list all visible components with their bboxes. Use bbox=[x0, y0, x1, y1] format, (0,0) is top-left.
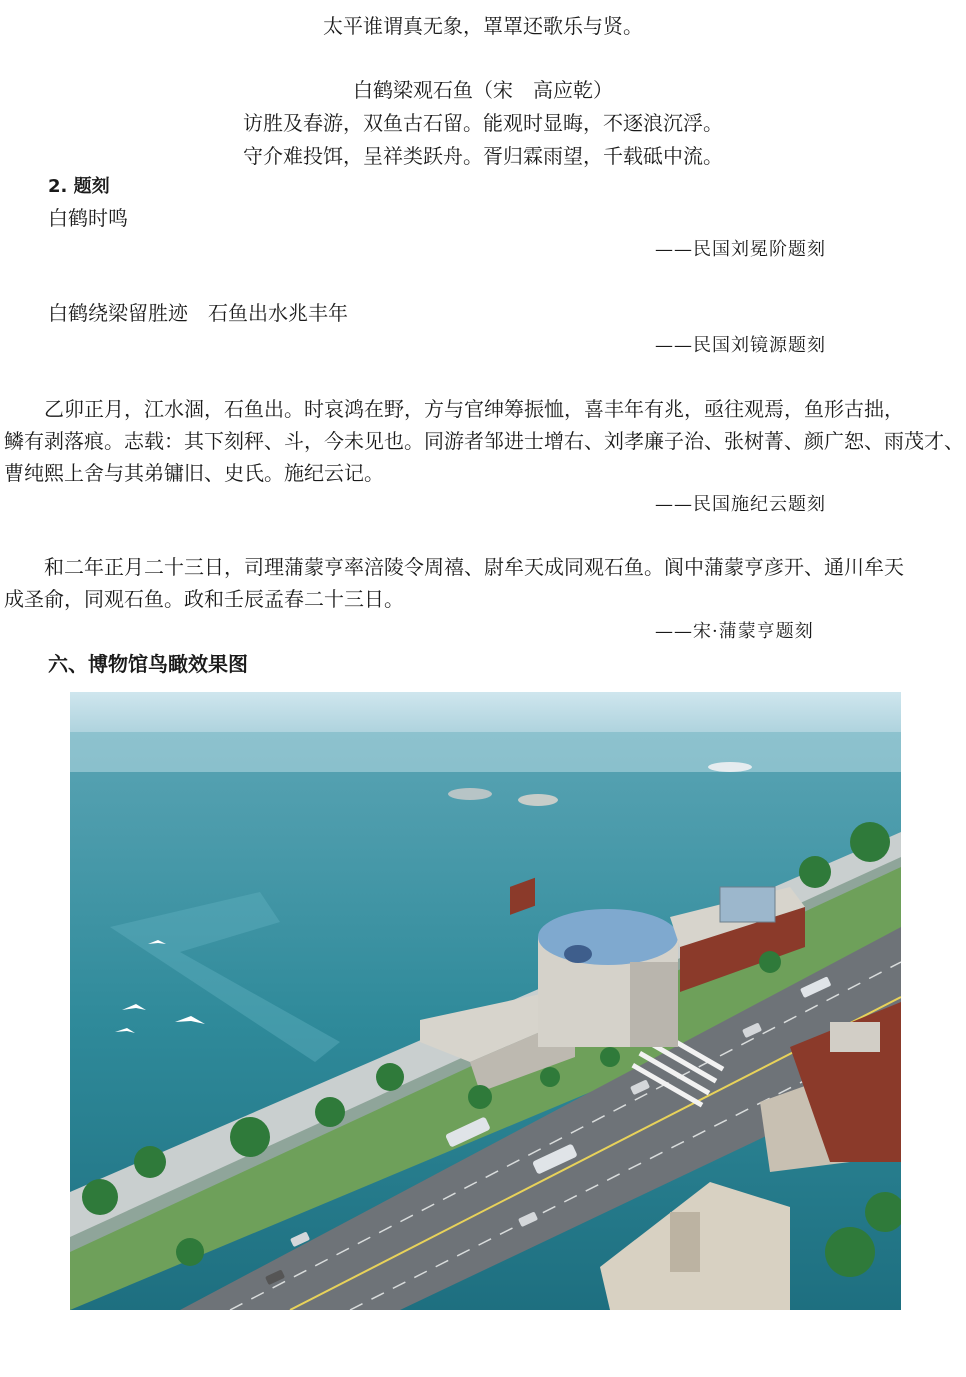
poem-line-2: 守介难投饵，呈祥类跃舟。胥归霖雨望，千载砥中流。 bbox=[243, 144, 723, 168]
inscription-3-line-3: 曹纯熙上舍与其弟镛旧、史氏。施纪云记。 bbox=[4, 461, 384, 485]
inscription-3-line-2: 鳞有剥落痕。志载：其下刻秤、斗，今未见也。同游者邹进士增右、刘孝廉子治、张树菁、颜广恕、雨茂才、 bbox=[4, 429, 964, 453]
inscription-2-text: 白鹤绕梁留胜迹 石鱼出水兆丰年 bbox=[48, 301, 348, 325]
poem-line-1: 访胜及春游，双鱼古石留。能观时显晦，不逐浪沉浮。 bbox=[243, 111, 723, 135]
poem-closing-line: 太平谁谓真无象，罩罩还歌乐与贤。 bbox=[323, 14, 643, 38]
inscription-4-line-2: 成圣俞，同观石鱼。政和壬辰孟春二十三日。 bbox=[4, 587, 404, 611]
inscription-4-line-1: 和二年正月二十三日，司理蒲蒙亨率涪陵令周禧、尉牟天成同观石鱼。阆中蒲蒙亨彦开、通川牟天 bbox=[4, 555, 904, 579]
inscription-3-attribution: ——民国施纪云题刻 bbox=[655, 494, 826, 515]
ship-1 bbox=[708, 762, 752, 772]
section-2-heading: 2. 题刻 bbox=[48, 176, 110, 197]
ship-2 bbox=[448, 788, 492, 800]
ship-3 bbox=[518, 794, 558, 806]
inscription-1-attribution: ——民国刘冕阶题刻 bbox=[655, 239, 826, 260]
inscription-1-text: 白鹤时鸣 bbox=[48, 206, 128, 230]
section-6-heading: 六、博物馆鸟瞰效果图 bbox=[48, 652, 248, 676]
poem-title: 白鹤梁观石鱼（宋 高应乾） bbox=[353, 78, 613, 102]
inscription-3-line-1: 乙卯正月，江水涸，石鱼出。时哀鸿在野，方与官绅筹振恤，喜丰年有兆，亟往观焉，鱼形古拙， bbox=[4, 397, 904, 421]
inscription-2-attribution: ——民国刘镜源题刻 bbox=[655, 335, 826, 356]
museum-aerial-rendering bbox=[70, 692, 901, 1310]
inscription-4-attribution: ——宋·蒲蒙亨题刻 bbox=[655, 621, 814, 642]
glass-pavilion bbox=[720, 887, 775, 922]
